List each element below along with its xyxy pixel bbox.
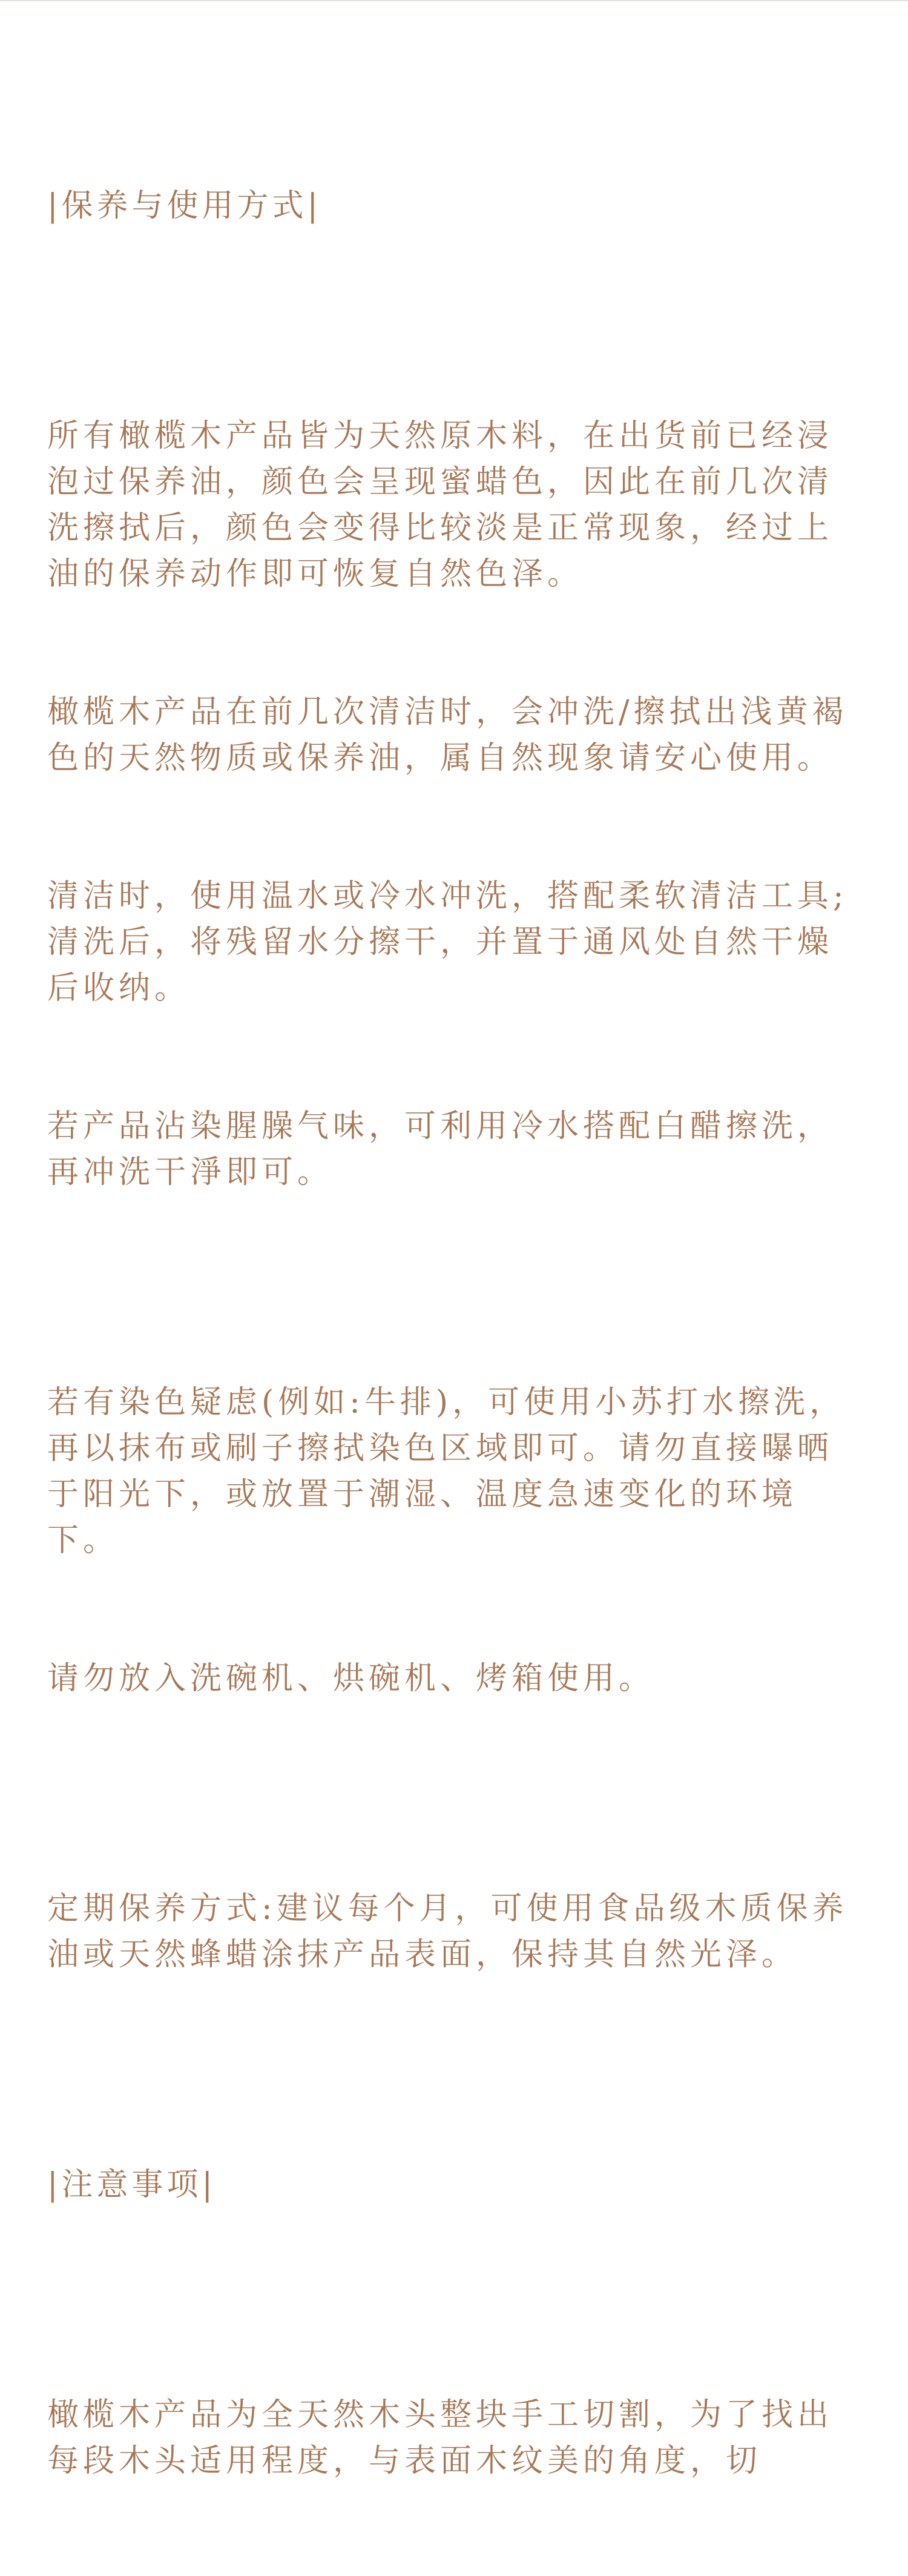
paragraph-stain: 若有染色疑虑(例如:牛排)，可使用小苏打水擦洗，再以抹布或刷子擦拭染色区域即可。请勿直接曝晒于阳光下，或放置于潮湿、温度急速变化的环境下。 bbox=[47, 1384, 846, 1559]
paragraph-first-wash: 橄榄木产品在前几次清洁时，会冲洗/擦拭出浅黄褐色的天然物质或保养油，属自然现象请安心使用。 bbox=[47, 694, 848, 776]
top-divider bbox=[0, 0, 908, 1]
care-instructions-text bbox=[47, 91, 858, 2576]
paragraph-regular-maintenance: 定期保养方式:建议每个月，可使用食品级木质保养油或天然蜂蜡涂抹产品表面，保持其自然光泽。 bbox=[47, 1891, 848, 1973]
paragraph-odor: 若产品沾染腥臊气味，可利用冷水搭配白醋擦洗，再冲洗干淨即可。 bbox=[47, 1108, 834, 1191]
paragraph-no-dishwasher: 请勿放入洗碗机、烘碗机、烤箱使用。 bbox=[47, 1660, 655, 1697]
paragraph-natural-wood: 所有橄榄木产品皆为天然原木料，在出货前已经浸泡过保养油，颜色会呈现蜜蜡色，因此在前几次清洗擦拭后，颜色会变得比较淡是正常现象，经过上油的保养动作即可恢复自然色泽。 bbox=[47, 418, 834, 592]
section-heading-notes: |注意事项| bbox=[47, 2167, 217, 2203]
paragraph-cleaning: 清洁时，使用温水或冷水冲洗，搭配柔软清洁工具;清洗后，将残留水分擦干，并置于通风处自然干燥后收纳。 bbox=[47, 878, 848, 1006]
paragraph-handmade: 橄榄木产品为全天然木头整块手工切割，为了找出每段木头适用程度，与表面木纹美的角度，切 bbox=[47, 2397, 834, 2479]
section-heading-care: |保养与使用方式| bbox=[47, 188, 322, 224]
